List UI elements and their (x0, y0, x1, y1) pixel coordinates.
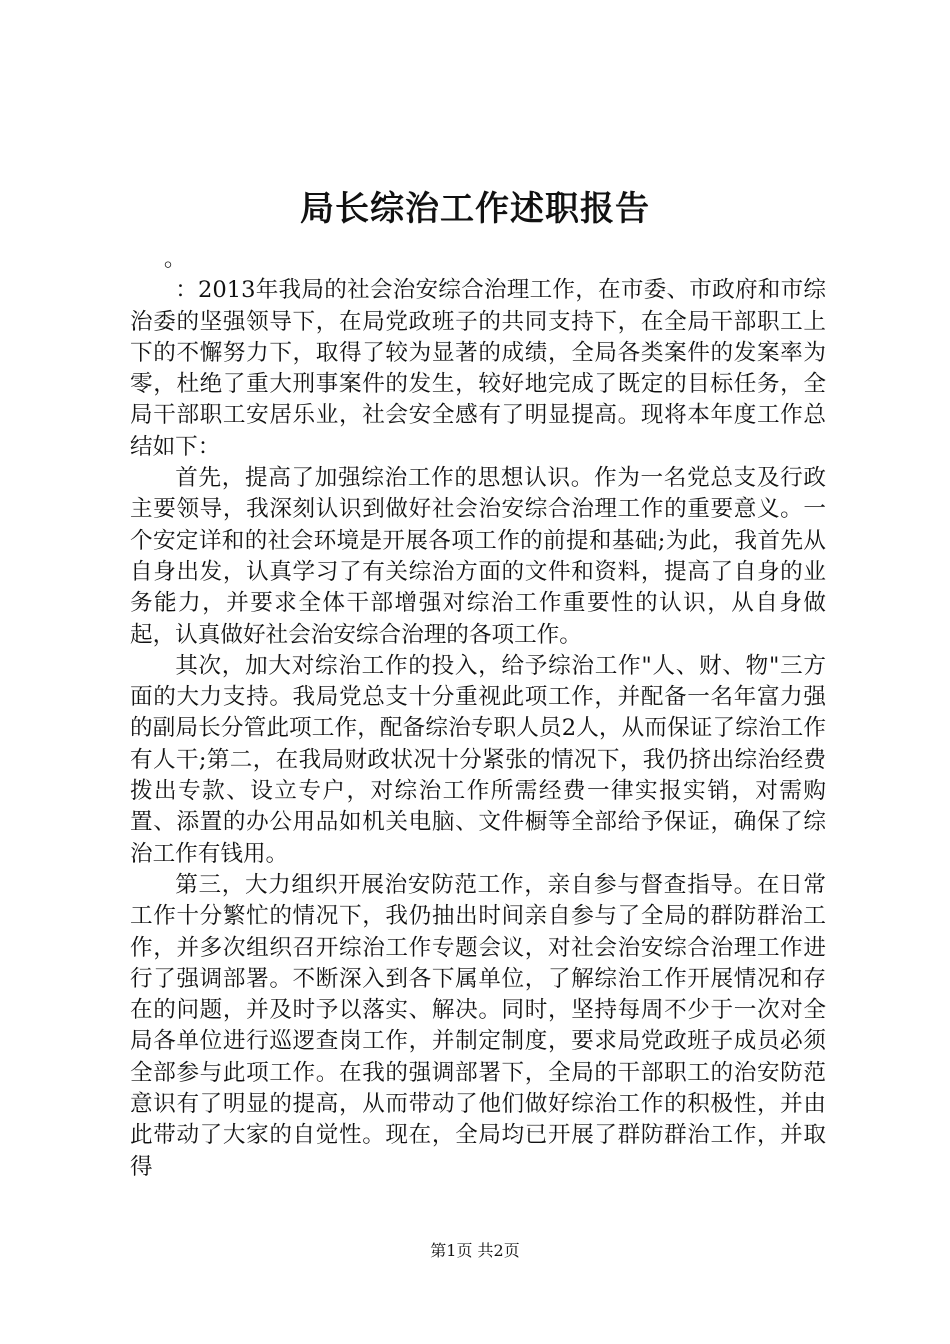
document-body (130, 244, 826, 1183)
document-title: 局长综治工作述职报告 (300, 189, 650, 229)
page-number-footer: 第1页 共2页 (430, 1241, 520, 1260)
paragraph-second: 其次，加大对综治工作的投入，给予综治工作"人、财、物"三方面的大力支持。我局党总支十分重视此项工作，并配备一名年富力强的副局长分管此项工作，配备综治专职人员2人，从而保证了综治工作有人干;第二，在我局财政状况十分紧张的情况下，我仍挤出综治经费拨出专款、设立专户，对综治工作所需经费一律实报实销，对需购置、添置的办公用品如机关电脑、文件橱等全部给予保证，确保了综治工作有钱用。 (130, 652, 826, 867)
paragraph-intro: ：2013年我局的社会治安综合治理工作，在市委、市政府和市综治委的坚强领导下，在局党政班子的共同支持下，在全局干部职工上下的不懈努力下，取得了较为显著的成绩，全局各类案件的发案率为零，杜绝了重大刑事案件的发生，较好地完成了既定的目标任务，全局干部职工安居乐业，社会安全感有了明显提高。现将本年度工作总结如下： (130, 277, 826, 460)
paragraph-third: 第三，大力组织开展治安防范工作，亲自参与督查指导。在日常工作十分繁忙的情况下，我仍抽出时间亲自参与了全局的群防群治工作，并多次组织召开综治工作专题会议，对社会治安综合治理工作进行了强调部署。不断深入到各下属单位，了解综治工作开展情况和存在的问题，并及时予以落实、解决。同时，坚持每周不少于一次对全局各单位进行巡逻查岗工作，并制定制度，要求局党政班子成员必须全部参与此项工作。在我的强调部署下，全局的干部职工的治安防范意识有了明显的提高，从而带动了他们做好综治工作的积极性，并由此带动了大家的自觉性。现在，全局均已开展了群防群治工作，并取得 (130, 871, 826, 1180)
paragraph-first: 首先，提高了加强综治工作的思想认识。作为一名党总支及行政主要领导，我深刻认识到做好社会治安综合治理工作的重要意义。一个安定详和的社会环境是开展各项工作的前提和基础;为此，我首先从自身出发，认真学习了有关综治方面的文件和资料，提高了自身的业务能力，并要求全体干部增强对综治工作重要性的认识，从自身做起，认真做好社会治安综合治理的各项工作。 (130, 465, 826, 648)
paragraph-mark: 。 (163, 246, 187, 272)
